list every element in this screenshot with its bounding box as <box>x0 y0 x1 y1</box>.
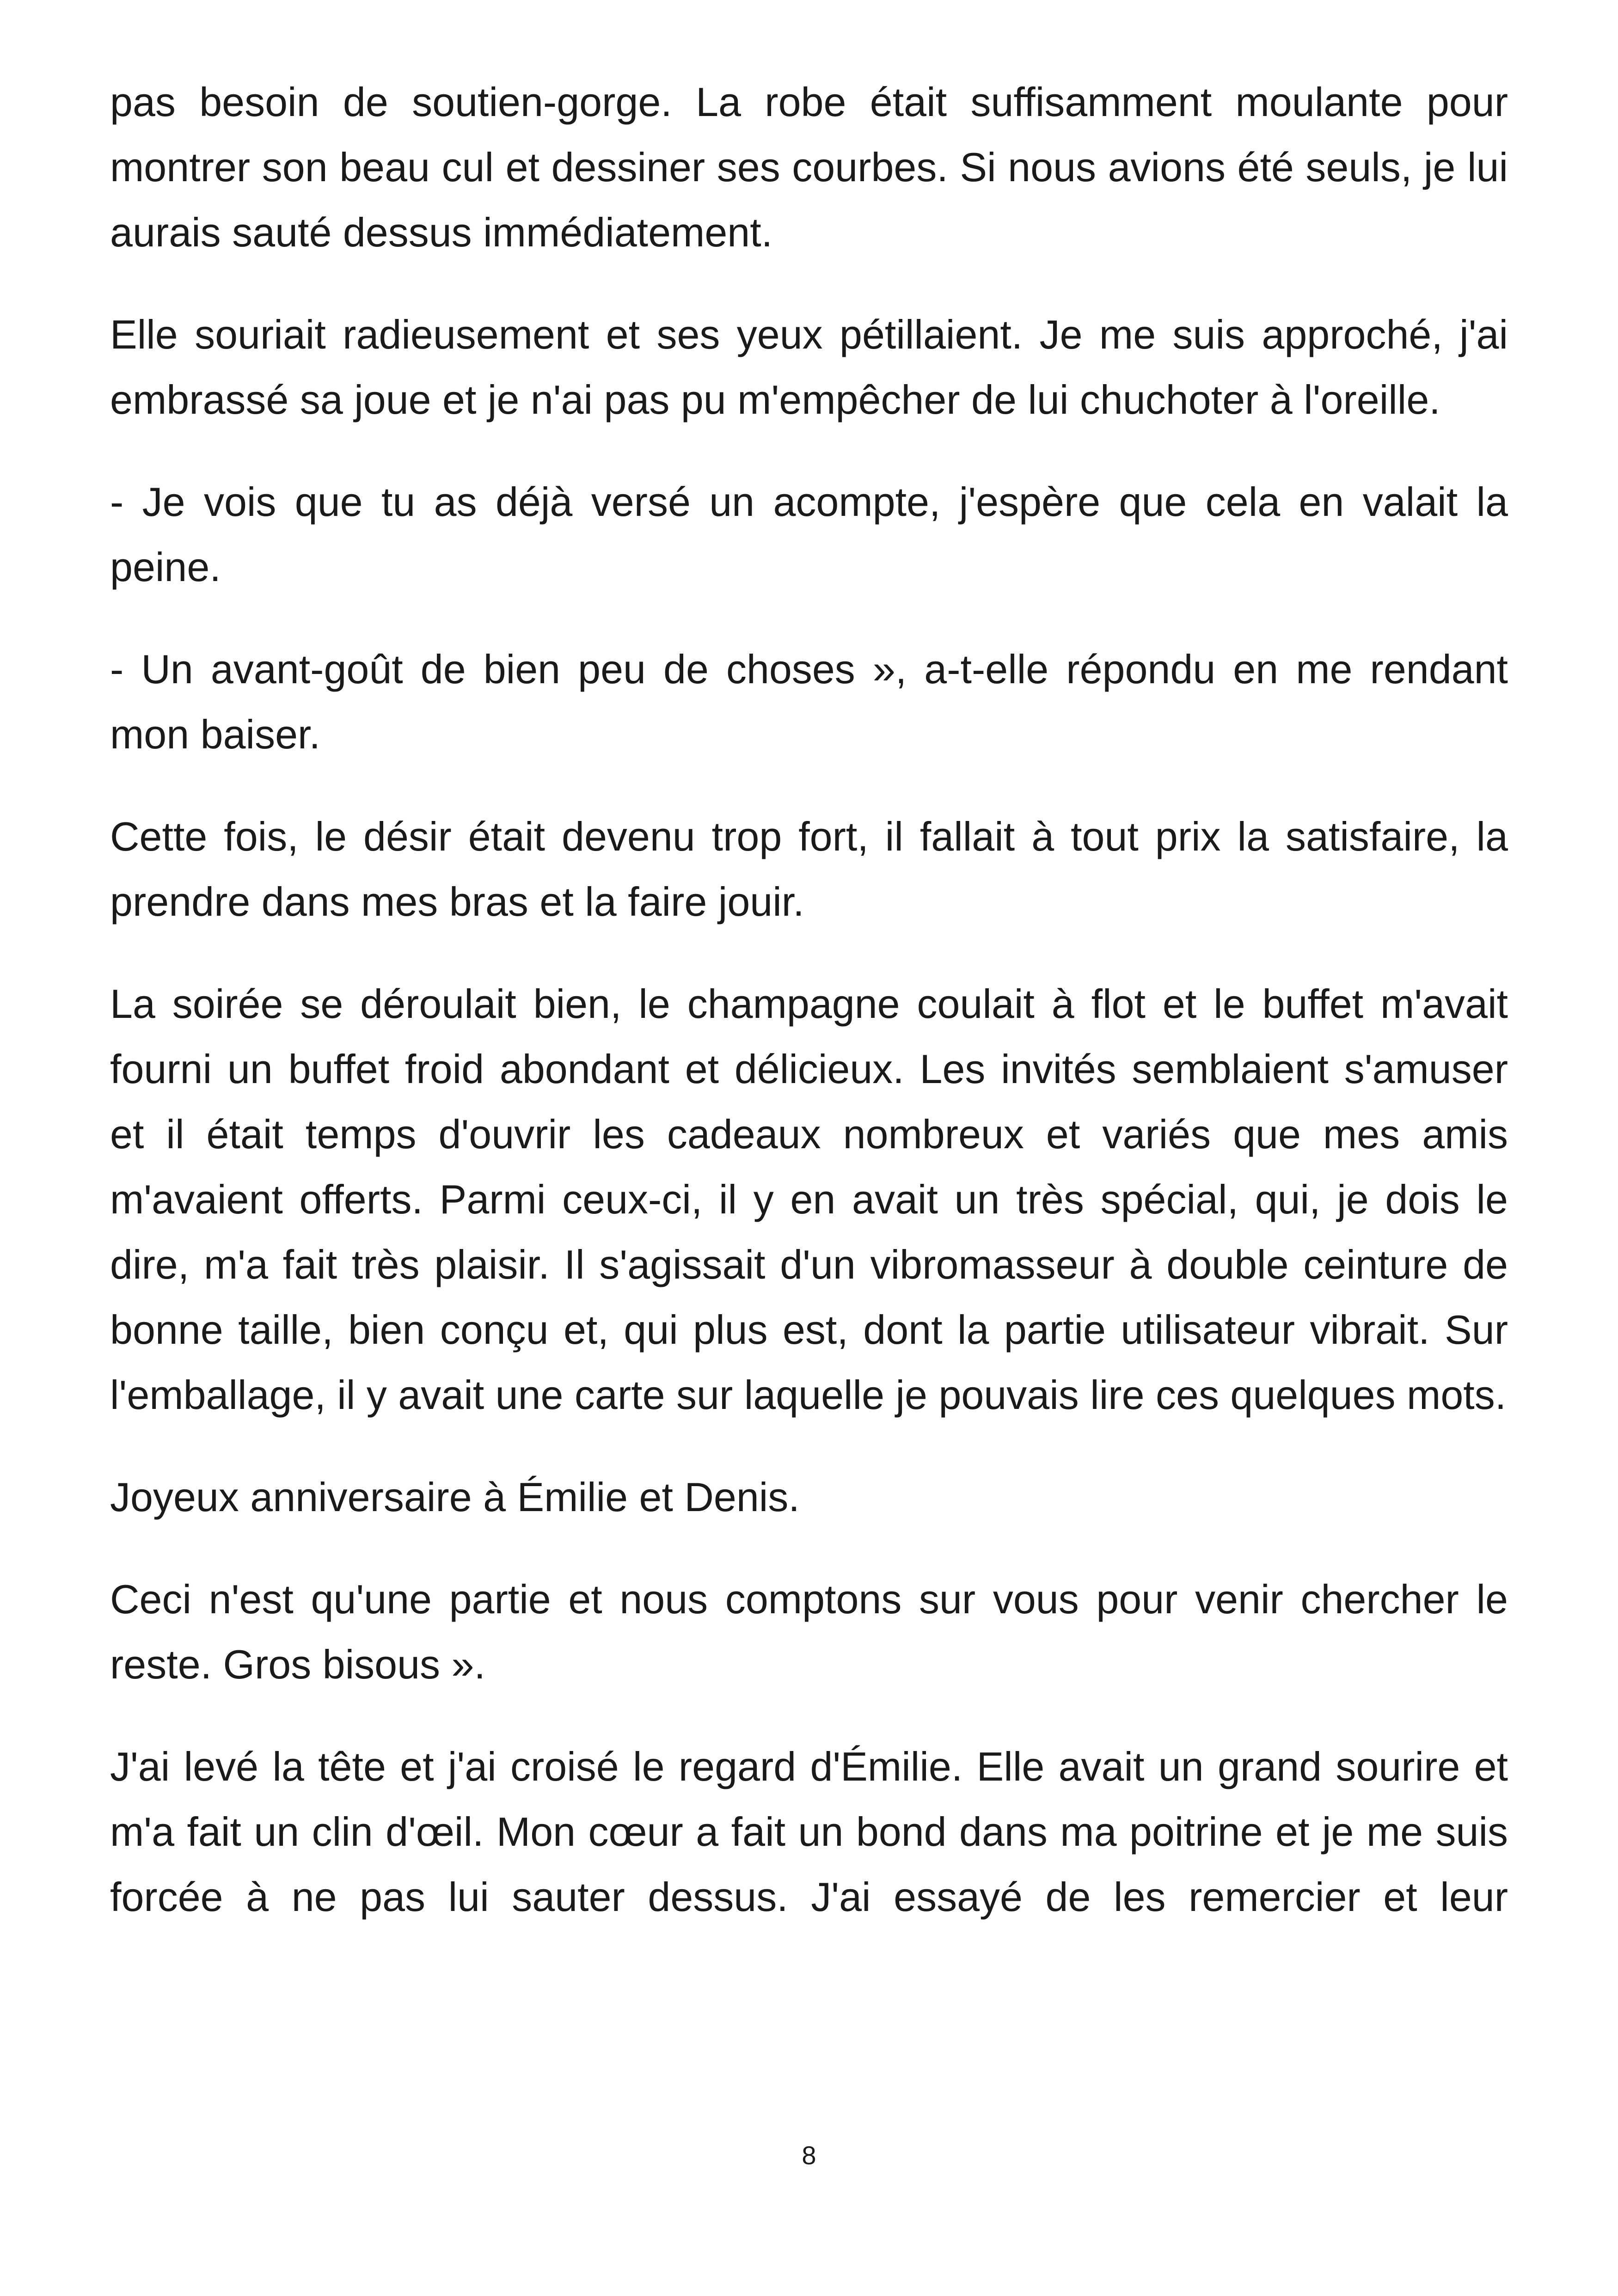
paragraph: La soirée se déroulait bien, le champagne coulait à flot et le buffet m'avait fourni un buffet froid abondant et délicieux. Les invités semblaient s'amuser et il était temps d'ouvrir les cadeaux nombreux et variés que mes amis m'avaient offerts. Parmi ceux-ci, il y en avait un très spécial, qui, je dois le dire, m'a fait très plaisir. Il s'agissait d'un vibromasseur à double ceinture de bonne taille, bien conçu et, qui plus est, dont la partie utilisateur vibrait. Sur l'emballage, il y avait une carte sur laquelle je pouvais lire ces quelques mots. <box>110 981 1508 1418</box>
body-text <box>110 69 1508 1929</box>
paragraph: pas besoin de soutien-gorge. La robe était suffisamment moulante pour montrer son beau cul et dessiner ses courbes. Si nous avions été seuls, je lui aurais sauté dessus immédiatement. <box>110 79 1508 255</box>
paragraph: J'ai levé la tête et j'ai croisé le regard d'Émilie. Elle avait un grand sourire et m'a fait un clin d'œil. Mon cœur a fait un bond dans ma poitrine et je me suis forcée à ne pas lui sauter dessus. J'ai essayé de les remercier et leur <box>110 1744 1508 1920</box>
paragraph: Ceci n'est qu'une partie et nous comptons sur vous pour venir chercher le reste. Gros bisous ». <box>110 1576 1508 1687</box>
paragraph: Elle souriait radieusement et ses yeux pétillaient. Je me suis approché, j'ai embrassé sa joue et je n'ai pas pu m'empêcher de lui chuchoter à l'oreille. <box>110 312 1508 422</box>
paragraph: Joyeux anniversaire à Émilie et Denis. <box>110 1474 800 1520</box>
paragraph: - Un avant-goût de bien peu de choses », a-t-elle répondu en me rendant mon baiser. <box>110 646 1508 757</box>
page-number: 8 <box>802 2141 816 2170</box>
paragraph: - Je vois que tu as déjà versé un acompte, j'espère que cela en valait la peine. <box>110 479 1508 590</box>
paragraph: Cette fois, le désir était devenu trop fort, il fallait à tout prix la satisfaire, la prendre dans mes bras et la faire jouir. <box>110 814 1508 925</box>
